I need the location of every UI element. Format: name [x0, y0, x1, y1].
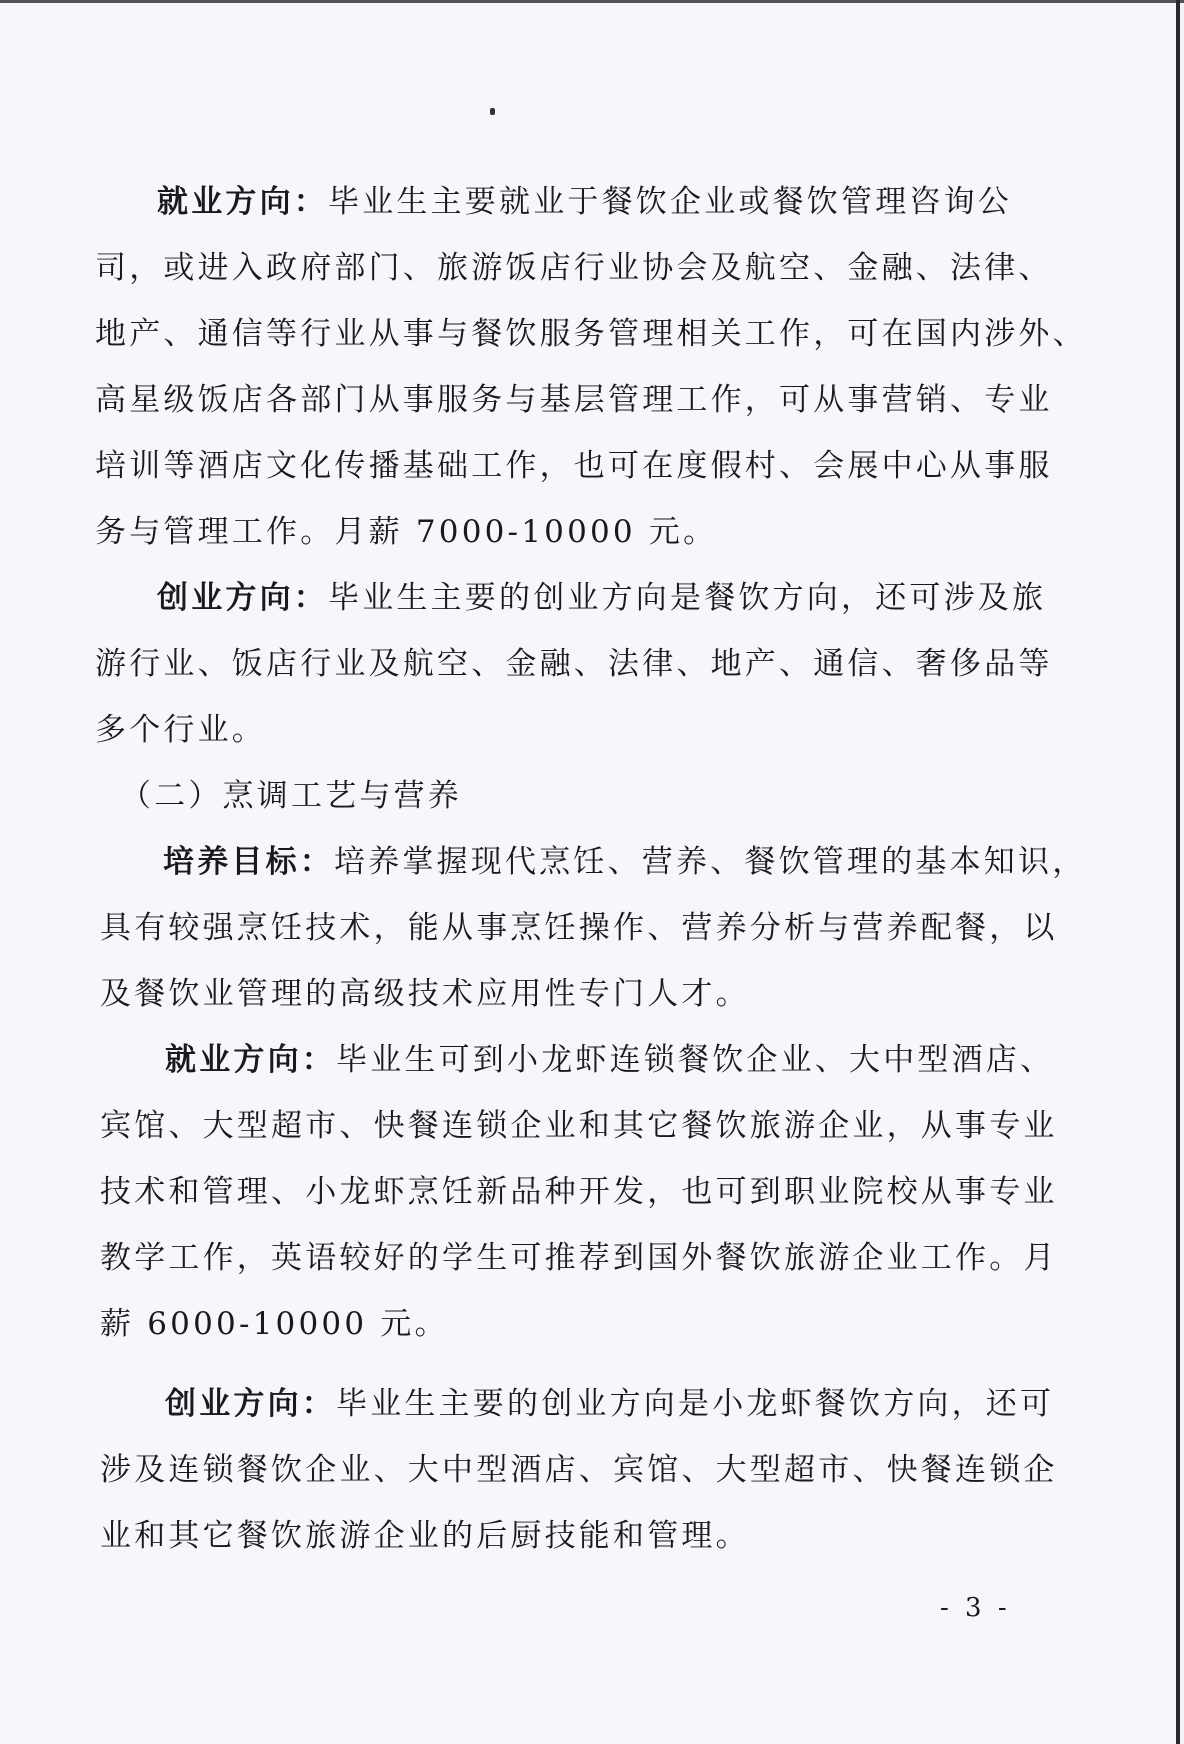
scan-right-edge [1176, 0, 1180, 1744]
page-number: - 3 - [940, 1593, 1011, 1623]
paragraph-line: 涉及连锁餐饮企业、大中型酒店、宾馆、大型超市、快餐连锁企 [100, 1452, 1058, 1488]
paragraph-line: 技术和管理、小龙虾烹饪新品种开发，也可到职业院校从事专业 [100, 1174, 1058, 1210]
section-label: 创业方向： [165, 1386, 336, 1422]
paragraph-line: 培养目标：培养掌握现代烹饪、营养、餐饮管理的基本知识， [163, 844, 1087, 880]
paragraph-line: 具有较强烹饪技术，能从事烹饪操作、营养分析与营养配餐，以 [100, 910, 1058, 946]
paragraph-line: 宾馆、大型超市、快餐连锁企业和其它餐饮旅游企业，从事专业 [100, 1108, 1058, 1144]
paragraph-line: 创业方向：毕业生主要的创业方向是小龙虾餐饮方向，还可 [165, 1386, 1055, 1422]
section-heading: （二）烹调工艺与营养 [120, 778, 462, 814]
paragraph-line: 地产、通信等行业从事与餐饮服务管理相关工作，可在国内涉外、 [95, 316, 1087, 352]
section-label: 就业方向： [157, 184, 328, 220]
paragraph-line: 游行业、饭店行业及航空、金融、法律、地产、通信、奢侈品等 [95, 646, 1053, 682]
paragraph-line: 教学工作，英语较好的学生可推荐到国外餐饮旅游企业工作。月 [100, 1240, 1058, 1276]
section-label: 就业方向： [165, 1042, 336, 1078]
paragraph-line: 业和其它餐饮旅游企业的后厨技能和管理。 [100, 1518, 750, 1554]
paragraph-line: 创业方向：毕业生主要的创业方向是餐饮方向，还可涉及旅 [157, 580, 1047, 616]
paragraph-line: 司，或进入政府部门、旅游饭店行业协会及航空、金融、法律、 [95, 250, 1053, 286]
paragraph-line: 务与管理工作。月薪 7000-10000 元。 [95, 514, 718, 550]
paragraph-line: 就业方向：毕业生可到小龙虾连锁餐饮企业、大中型酒店、 [165, 1042, 1055, 1078]
section-label: 培养目标： [163, 844, 334, 880]
scan-speck [490, 108, 495, 115]
paragraph-line: 高星级饭店各部门从事服务与基层管理工作，可从事营销、专业 [95, 382, 1053, 418]
paragraph-line: 就业方向：毕业生主要就业于餐饮企业或餐饮管理咨询公 [157, 184, 1012, 220]
paragraph-line: 培训等酒店文化传播基础工作，也可在度假村、会展中心从事服 [95, 448, 1053, 484]
paragraph-line: 多个行业。 [95, 712, 266, 748]
paragraph-line: 及餐饮业管理的高级技术应用性专门人才。 [100, 976, 750, 1012]
section-label: 创业方向： [157, 580, 328, 616]
paragraph-line: 薪 6000-10000 元。 [100, 1306, 449, 1342]
scan-top-edge [0, 0, 1184, 3]
